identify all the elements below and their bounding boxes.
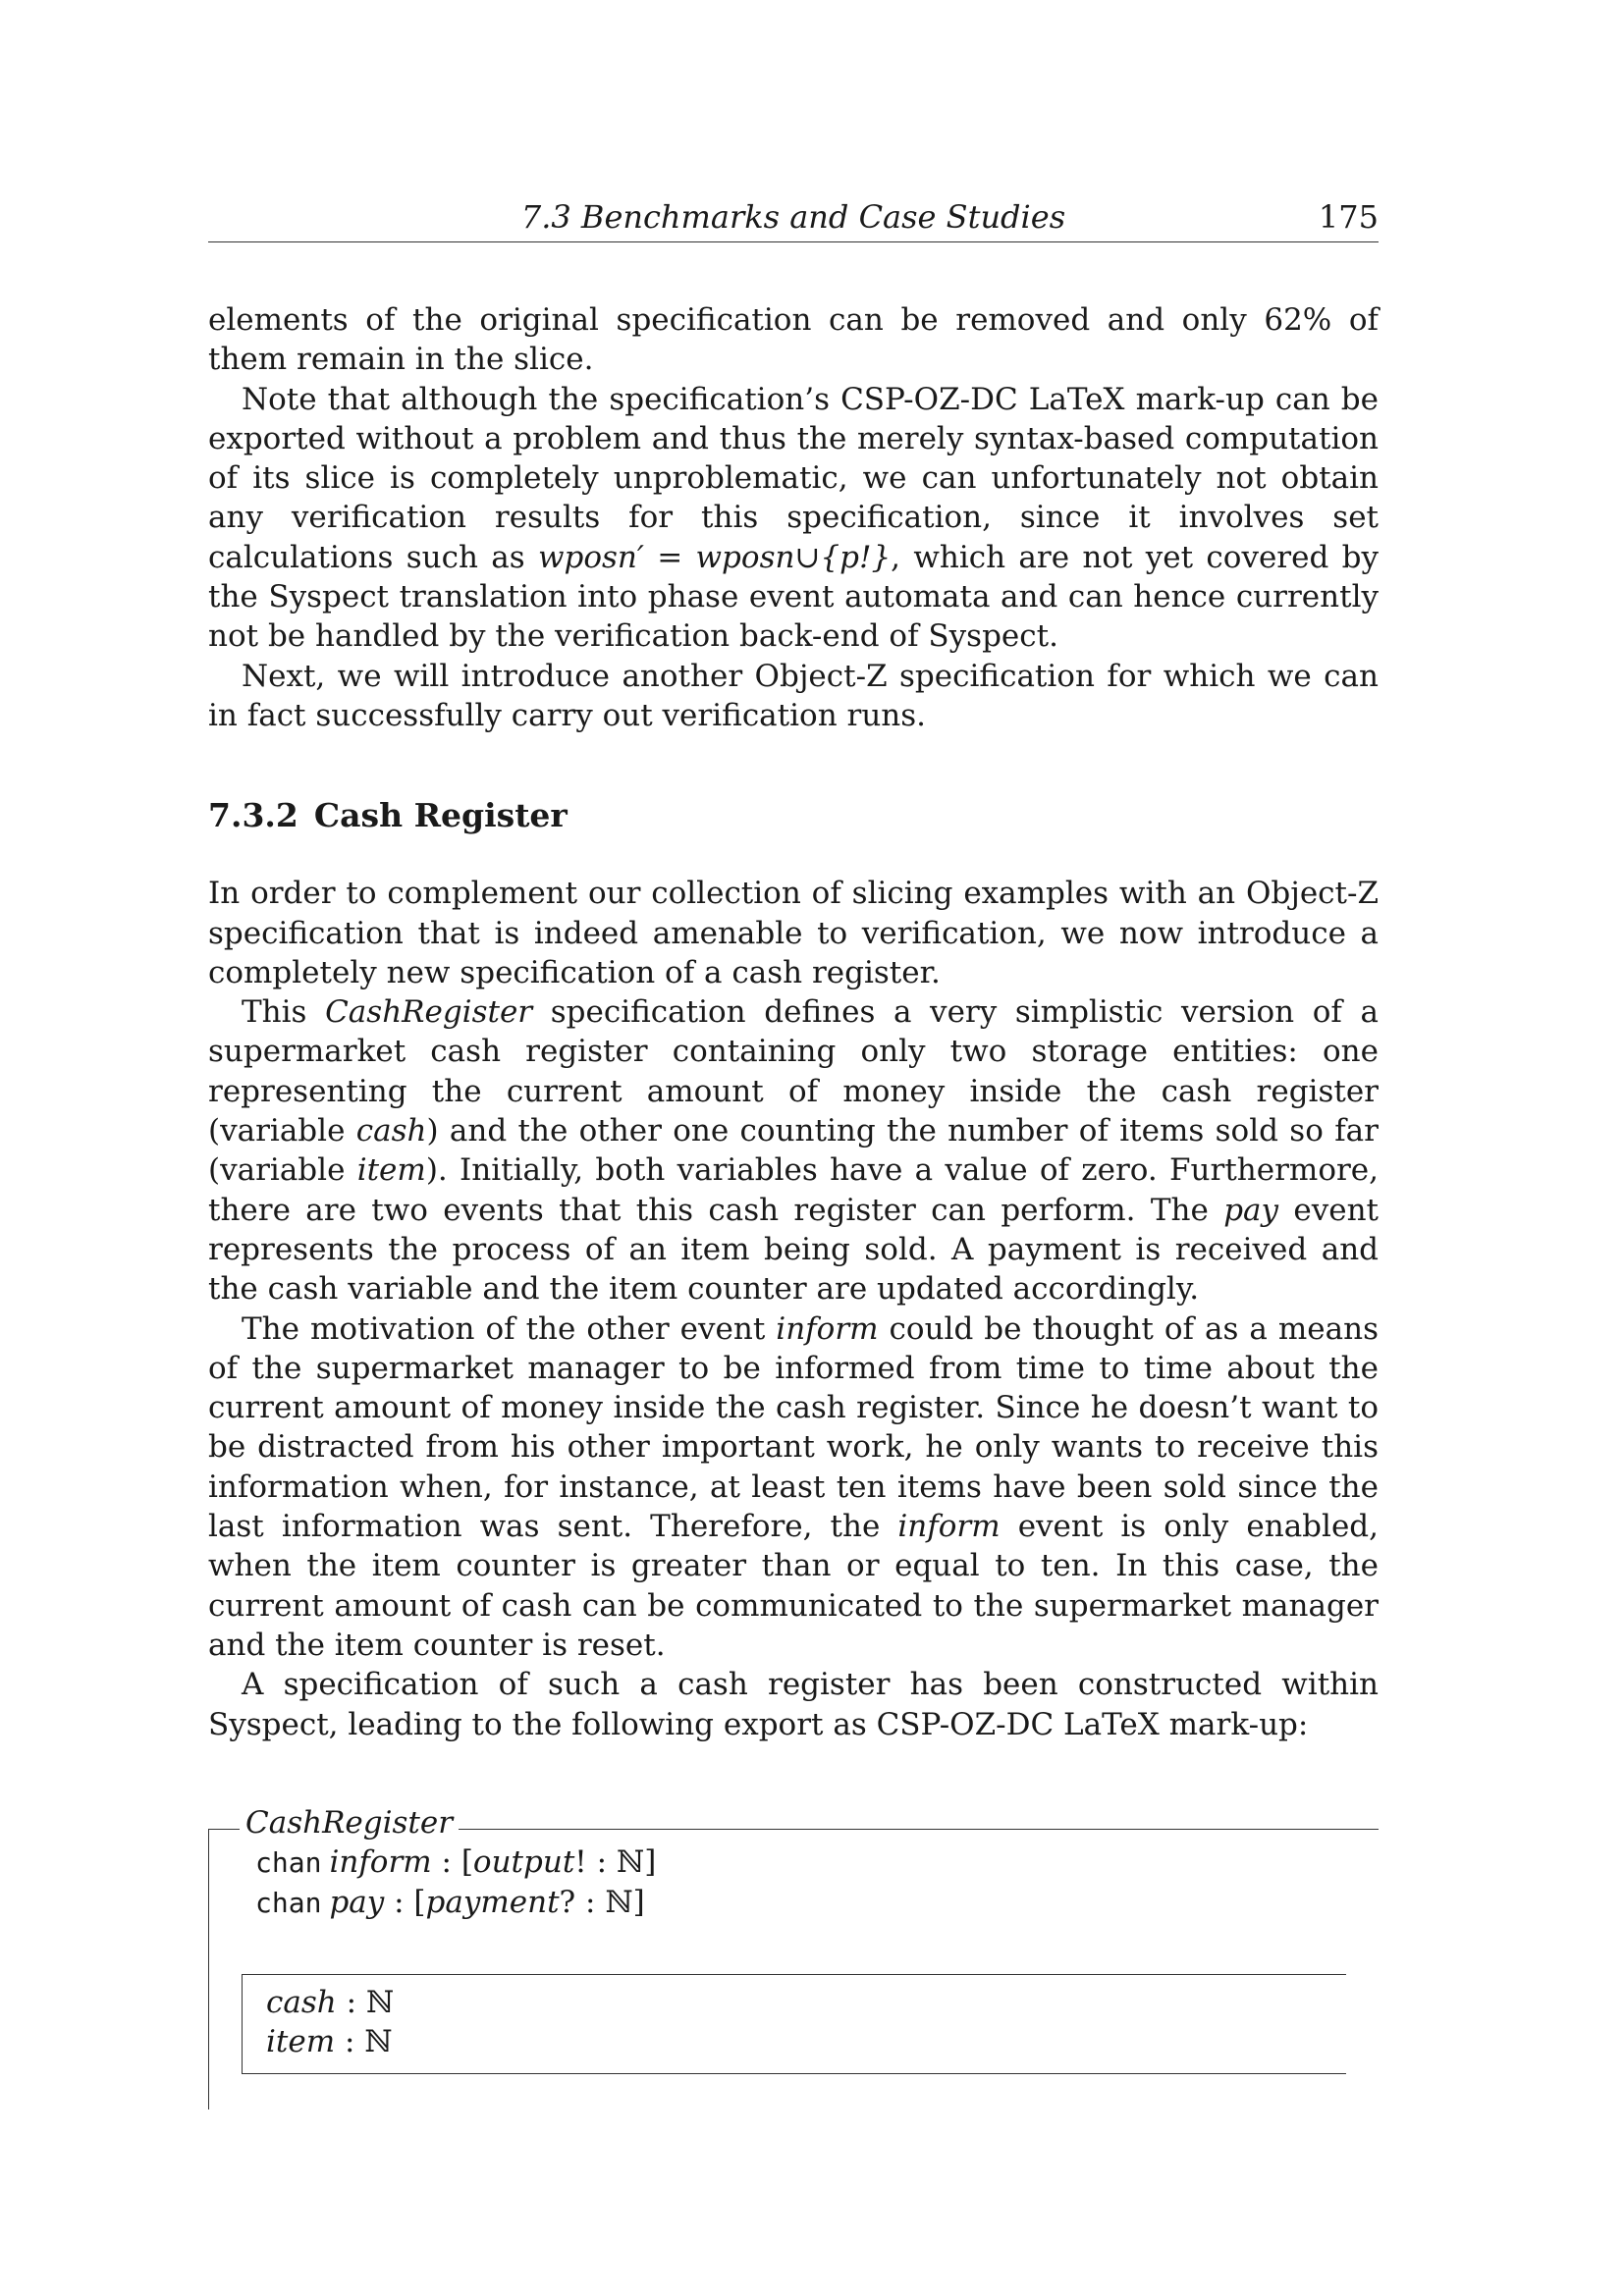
section-heading xyxy=(208,796,1379,834)
paragraph-2: Note that although the specification’s CSP-OZ-DC LaTeX mark-up can be exported without a problem and thus the merely syntax-based computation of its slice is completely unproblematic, we can unfortunately not obtain any verification results for this specification, since it involves set calculations such as wposn′ = wposn∪{p!}, which are not yet covered by the Syspect translation into phase event automata and can hence currently not be handled by the verification back-end of Syspect. xyxy=(208,381,1379,655)
variable-cash: cash : ℕ xyxy=(266,1984,395,2020)
state-variables xyxy=(266,1983,394,2061)
section-number: 7.3.2 xyxy=(208,796,298,835)
page-body xyxy=(208,300,1379,2108)
running-title: 7.3 Benchmarks and Case Studies xyxy=(520,198,1066,236)
running-header xyxy=(208,192,1379,242)
page-number: 175 xyxy=(1318,198,1379,236)
schema-left-rule xyxy=(208,1829,209,2109)
paragraph-1: elements of the original specification can be removed and only 62% of them remain in the slice. xyxy=(208,302,1379,378)
paragraph-4: In order to complement our collection of slicing examples with an Object-Z specification that is indeed amenable to verification, we now introduce a completely new specification of a cash register. xyxy=(208,876,1379,990)
latex-logo: LaTeX xyxy=(1063,1706,1160,1742)
variable-item: item : ℕ xyxy=(266,2023,393,2059)
paragraph-6: The motivation of the other event inform could be thought of as a means of the supermarket manager to be informed from time to time about the current amount of money inside the cash register. Since he doesn’t want to be distracted from his other important work, he only wants to receive this information when, for instance, at least ten items have been sold since the last information was sent. Therefore, the inform event is only enabled, when the item counter is greater than or equal to ten. In this case, the current amount of cash can be communicated to the supermarket manager and the item counter is reset. xyxy=(208,1310,1380,1663)
schema-name: CashRegister xyxy=(240,1803,459,1842)
formula: wposn′ = wposn∪{p!} xyxy=(537,539,892,575)
channel-declarations xyxy=(255,1842,656,1923)
channel-inform: chan inform : [output! : ℕ] xyxy=(255,1843,657,1880)
paragraph-5: This CashRegister specification defines a very simplistic version of a supermarket cash register containing only two storage entities: one representing the current amount of money inside the cash register (variable cash) and the other one counting the number of items sold so far (variable item). Initially, both variables have a value of zero. Furthermore, there are two events that this cash register can perform. The pay event represents the process of an item being sold. A payment is received and the cash variable and the item counter are updated accordingly. xyxy=(208,994,1380,1308)
latex-logo: LaTeX xyxy=(1028,381,1125,417)
state-schema-box xyxy=(242,1974,1346,2074)
channel-pay: chan pay : [payment? : ℕ] xyxy=(255,1884,645,1920)
paragraph-7: A specification of such a cash register has been constructed within Syspect, leading to the following export as CSP-OZ-DC LaTeX mark-up: xyxy=(208,1667,1379,1742)
section-title: Cash Register xyxy=(313,796,568,835)
paragraph-3: Next, we will introduce another Object-Z specification for which we can in fact successfully carry out verification runs. xyxy=(208,658,1379,733)
class-schema-box xyxy=(208,1803,1379,2108)
